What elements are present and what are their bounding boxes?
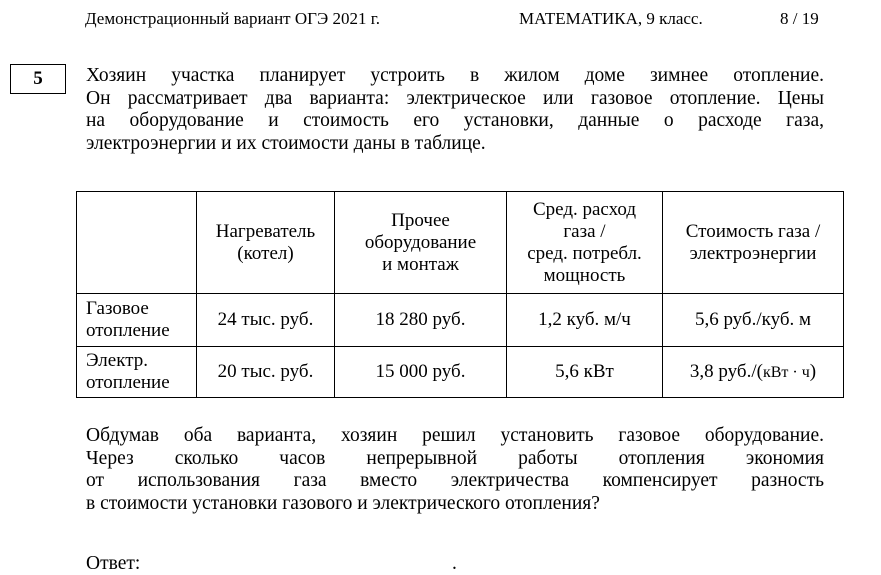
cell-heater: 20 тыс. руб. (197, 347, 335, 398)
page-header (0, 9, 881, 33)
cell-heater: 24 тыс. руб. (197, 294, 335, 347)
intro-line: электроэнергии и их стоимости даны в таблице. (86, 132, 486, 154)
question-line: в стоимости установки газового и электрического отопления? (86, 492, 600, 514)
table-row-electric (77, 347, 844, 398)
intro-line: Хозяин участка планирует устроить в жилом доме зимнее отопление. (86, 65, 824, 86)
question-line: от использования газа вместо электричества компенсирует разность (86, 470, 824, 491)
cell-consumption: 5,6 кВт (507, 347, 663, 398)
table-row-gas (77, 294, 844, 347)
table-header-row (77, 192, 844, 294)
question-line: Через сколько часов непрерывной работы отопления экономия (86, 447, 824, 469)
header-cell-consumption: Сред. расход газа / сред. потребл. мощность (507, 192, 663, 294)
cell-consumption: 1,2 куб. м/ч (507, 294, 663, 347)
task-question (86, 425, 824, 515)
row-label: Электр. отопление (77, 347, 197, 398)
subject-title: МАТЕМАТИКА, 9 класс. (519, 9, 703, 28)
question-line: Обдумав оба варианта, хозяин решил установить газовое оборудование. (86, 425, 824, 446)
intro-line: на оборудование и стоимость его установки, данные о расходе газа, (86, 110, 824, 131)
header-cell-cost: Стоимость газа / электроэнергии (663, 192, 844, 294)
row-label: Газовое отопление (77, 294, 197, 347)
answer-end-dot: . (452, 553, 457, 574)
header-cell-heater: Нагреватель (котел) (197, 192, 335, 294)
heating-table (76, 191, 844, 398)
cell-other: 18 280 руб. (335, 294, 507, 347)
header-cell-empty (77, 192, 197, 294)
header-cell-other: Прочее оборудование и монтаж (335, 192, 507, 294)
page-number: 8 / 19 (780, 9, 819, 28)
task-intro (86, 65, 824, 155)
intro-line: Он рассматривает два варианта: электрическое или газовое отопление. Цены (86, 87, 824, 109)
cell-other: 15 000 руб. (335, 347, 507, 398)
exam-title: Демонстрационный вариант ОГЭ 2021 г. (85, 9, 380, 28)
cell-cost: 5,6 руб./куб. м (663, 294, 844, 347)
task-number-box: 5 (10, 64, 66, 94)
cell-cost: 3,8 руб./(кВт · ч) (663, 347, 844, 398)
answer-label: Ответ: (86, 553, 141, 574)
